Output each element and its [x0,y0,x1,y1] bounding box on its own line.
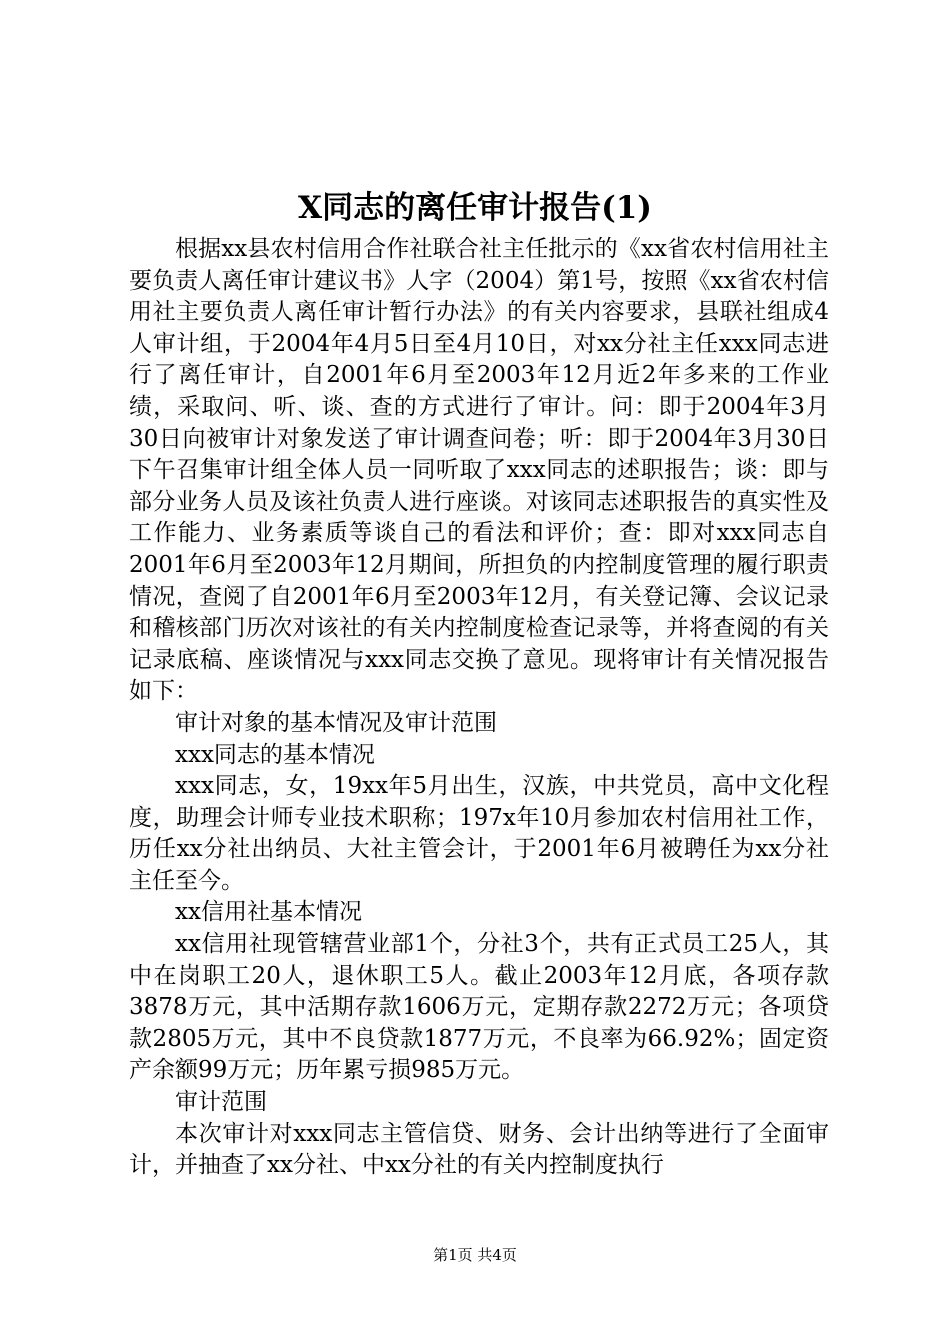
subsection-heading: xxx同志的基本情况 [175,741,375,768]
page-footer: 第1页 共4页 [433,1246,517,1264]
section-heading: 审计对象的基本情况及审计范围 [175,709,497,736]
paragraph-intro: 根据xx县农村信用合作社联合社主任批示的《xx省农村信用社主要负责人离任审计建议书》人字（2004）第1号，按照《xx省农村信用社主要负责人离任审计暂行办法》的有关内容要求，县联社组成4人审计组，于2004年4月5日至4月10日，对xx分社主任xxx同志进行了离任审计，自2001年6月至2003年12月近2年多来的工作业绩，采取问、听、谈、查的方式进行了审计。问：即于2004年3月30日向被审计对象发送了审计调查问卷；听：即于2004年3月30日下午召集审计组全体人员一同听取了xxx同志的述职报告；谈：即与部分业务人员及该社负责人进行座谈。对该同志述职报告的真实性及工作能力、业务素质等谈自己的看法和评价；查：即对xxx同志自2001年6月至2003年12月期间，所担负的内控制度管理的履行职责情况，查阅了自2001年6月至2003年12月，有关登记簿、会议记录和稽核部门历次对该社的有关内控制度检查记录等，并将查阅的有关记录底稿、座谈情况与xxx同志交换了意见。现将审计有关情况报告如下： [129,236,829,705]
document-title: X同志的离任审计报告(1) [298,190,652,226]
subsection-heading: xx信用社基本情况 [175,899,362,926]
subsection-heading: 审计范围 [175,1089,267,1116]
paragraph-audit-scope: 本次审计对xxx同志主管信贷、财务、会计出纳等进行了全面审计，并抽查了xx分社、中xx分社的有关内控制度执行 [129,1120,829,1179]
paragraph-person-info: xxx同志，女，19xx年5月出生，汉族，中共党员，高中文化程度，助理会计师专业技术职称；197x年10月参加农村信用社工作，历任xx分社出纳员、大社主管会计，于2001年6月被聘任为xx分社主任至今。 [129,773,829,894]
document-body [129,234,829,1182]
paragraph-coop-info: xx信用社现管辖营业部1个，分社3个，共有正式员工25人，其中在岗职工20人，退休职工5人。截止2003年12月底，各项存款3878万元，其中活期存款1606万元，定期存款2272万元；各项贷款2805万元，其中不良贷款1877万元，不良率为66.92%；固定资产余额99万元；历年累亏损985万元。 [129,931,829,1084]
